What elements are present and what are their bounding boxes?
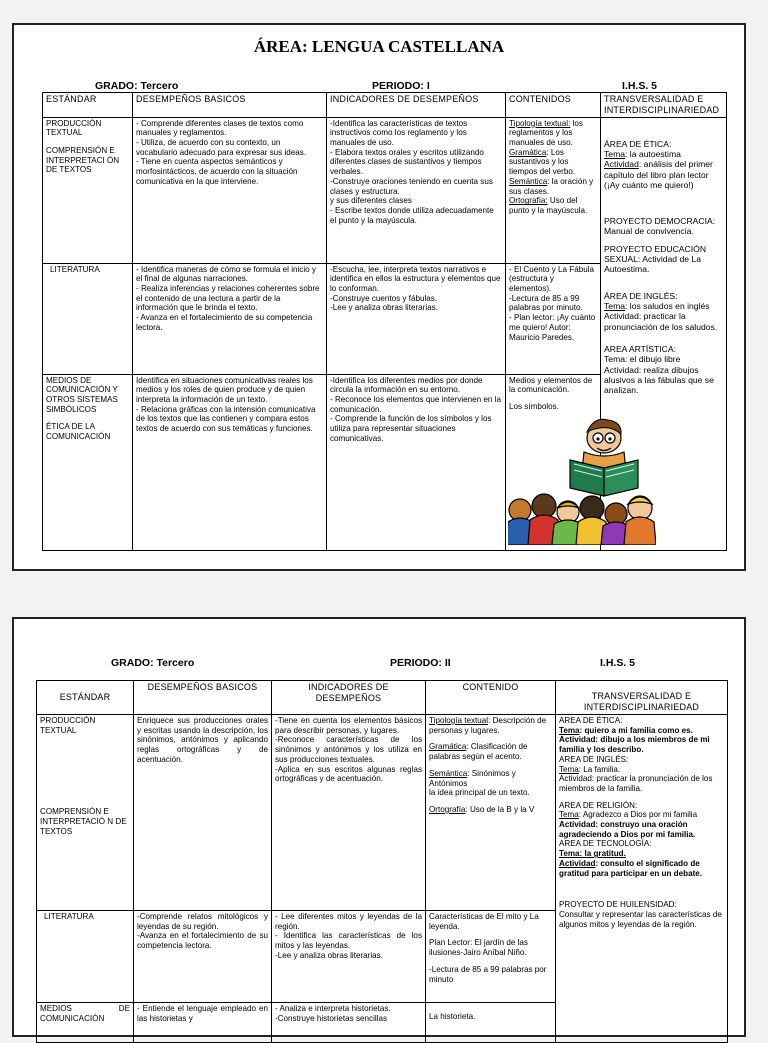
content-label: Ortografía: [509,196,548,206]
cell-line: - Relaciona gráficas con la intensión comunicativa de los textos que las contienen y compara estos textos de acuerdo con sus temáticas y funciones. [136,404,316,434]
page-title: ÁREA: LENGUA CASTELLANA [253,37,505,56]
cell-line: -Aplica en sus escritos algunas reglas ortográficas y de acentuación. [275,764,422,784]
ethics-activity-label: Actividad [604,159,639,170]
cell-line: Plan Lector: El jardín de las ilusiones-Jairo Aníbal Niño. [429,938,528,958]
cell-line: -Avanza en el fortalecimiento de su competencia lectora. [137,931,268,951]
cell-line: -Lectura de 85 a 99 palabras por minuto [429,964,547,984]
english-topic: : los saludos en inglés [625,301,710,312]
democracy-project: PROYECTO DEMOCRACIA: Manual de convivencia. [604,216,716,237]
contents-cell [506,117,601,263]
cell-line: Los símbolos. [509,402,559,411]
cell-line: y sus diferentes clases [330,196,412,206]
standard-cell [43,263,133,374]
cell-line: - Lee diferentes mitos y leyendas de la región. [275,912,422,931]
art-topic: Tema: el dibujo libre [604,354,681,365]
period-label: PERIODO: II [390,657,451,669]
transversality-cell [556,715,728,1043]
cell-line: - El Cuento y La Fábula (estructura y elementos). [509,264,595,293]
huilensidad-text: Consultar y representar las características de algunos mitos y leyendas de la región. [559,909,722,929]
cell-line: -Comprende relatos mitológicos y leyendas de su región. [137,912,268,931]
religion-topic-label: Tema [559,810,579,820]
english-activity: Actividad: practicar la pronunciación de los saludos. [604,311,718,332]
standard-cell [37,911,134,1003]
standard-text: PRODUCCIÓN TEXTUAL [40,716,96,735]
cell-line: - Reconoce los elementos que intervienen en la comunicación. [330,395,501,414]
curriculum-table-period-2 [36,680,728,1043]
header-indicadores: INDICADORES DE DESEMPEÑOS [327,93,506,118]
cell-line: - Analiza e interpreta historietas. [275,1004,391,1013]
header-contenido: CONTENIDO [426,681,556,715]
document-page-2 [12,617,746,1037]
content-label: Tipología textual: [509,118,571,128]
english-title: ÁREA DE INGLÉS: [604,290,678,301]
performance-cell [134,911,272,1003]
english-activity: Actividad: practicar la pronunciación de los miembros de la familia. [559,774,713,793]
header-indicadores: INDICADORES DE DESEMPEÑOS [272,681,426,715]
ethics-topic-label: Tema [604,148,626,159]
cell-line: - Realiza inferencias y relaciones coherentes sobre el contenido de una lectura a partir de la información que le brinda el texto. [136,284,320,313]
document-page-1 [12,23,746,571]
cell-line: - Comprende diferentes clases de textos como manuales y reglamentos. [136,118,304,138]
ethics-topic: : quiero a mi familia como es. [579,725,693,735]
indicators-cell [272,911,426,1003]
header-desempenos: DESEMPEÑOS BASICOS [133,93,327,118]
content-text: : Sinónimos y Antónimos [429,768,516,788]
standard-cell [37,715,134,911]
cell-line: - Plan lector: ¡Ay cuánto me quiero! Autor: Mauricio Paredes. [509,313,596,342]
content-label: Ortografía [429,804,466,814]
cell-line: -Tiene en cuenta los elementos básicos para describir personas, y lugares. [275,716,422,735]
grade-label: GRADO: Tercero [95,80,179,92]
cell-line: -Identifica las características de textos instructivos como los reglamento y los manuales de uso. [330,118,468,147]
cell-line: La historieta. [429,1012,476,1021]
cell-line: -Identifica los diferentes medios por donde circula la información en su entorno. [330,375,483,395]
performance-cell [133,263,327,374]
religion-topic: : Agradezco a Dios por mi familia [578,810,698,820]
cell-line: Enriquece sus producciones orales y escritas usando la descripción, los sinónimos, antónimos y aplicando reglas ortográficas y de acentuación. [137,716,268,764]
technology-topic: Tema: la gratitud. [559,849,626,859]
indicators-cell [327,117,506,263]
standard-text: ÉTICA DE LA COMUNICACIÓN [46,422,111,442]
cell-line: -Lee y analiza obras literarias. [275,950,383,960]
ethics-activity: Actividad: dibujo a los miembros de mi familia y los describo. [559,735,710,755]
header-desempenos: DESEMPEÑOS BASICOS [134,681,272,715]
header-transversalidad: TRANSVERSALIDAD E INTERDISCIPLINARIEDAD [556,681,728,715]
art-title: AREA ARTÍSTICA: [604,343,676,354]
hours-label: I.H.S. 5 [622,80,658,92]
contents-cell [426,1003,556,1043]
content-text: la idea principal de un texto. [429,788,530,798]
content-label: Semántica [509,176,548,186]
cell-line: -Construye oraciones teniendo en cuenta sus clases y estructura. [330,176,493,196]
performance-cell [134,715,272,911]
huilensidad-title: PROYECTO DE HUILENSIDAD: [559,900,677,910]
content-text: : Clasificación de palabras según el acento. [429,742,528,762]
cell-line: -Construye cuentos y fábulas. [330,293,438,303]
performance-cell [133,374,327,550]
hours-label: I.H.S. 5 [600,657,636,669]
content-text: : Descripción de personas y lugares. [429,716,547,735]
standard-text: LITERATURA [44,912,94,921]
cell-line: - Tiene en cuenta aspectos semánticos y morfosintácticos, de acuerdo con la situación comunicativa en la que interviene. [136,157,298,186]
content-text: los reglamentos y los manuales de uso. [509,118,583,147]
english-title: AREA DE INGLÉS: [559,754,629,764]
header-contenidos: CONTENIDOS [506,93,601,118]
performance-cell [134,1003,272,1043]
ethics-title: AREA DE ÉTICA: [559,716,623,725]
contents-cell [426,911,556,1003]
cell-line: -Construye historietas sencillas [275,1013,388,1023]
content-text: Uso del punto y la mayúscula. [509,196,588,215]
ethics-title: ÁREA DE ÉTICA: [604,138,672,149]
standard-text: COMPRENSIÓN E INTERPRETACIÓ N DE TEXTOS [40,807,127,836]
cell-line: - Utiliza, de acuerdo con su contexto, un vocabulario adecuado para expresar sus ideas. [136,138,307,157]
performance-cell [133,117,327,263]
period-label: PERIODO: I [372,80,430,92]
grade-label: GRADO: Tercero [111,657,195,669]
header-estandar: ESTÁNDAR [43,93,133,118]
cell-line: -Lee y analiza obras literarias. [330,303,438,313]
cell-line: -Escucha, lee, interpreta textos narrativos e identifica en ellos la estructura y elementos que lo conforman. [330,264,501,293]
table-row [37,715,728,911]
technology-activity: : consulto el significado de gratitud para participar en un debate. [559,858,703,878]
cell-line: - Avanza en el fortalecimiento de su competencia lectora. [136,313,313,332]
religion-title: AREA DE RELIGIÓN: [559,800,638,810]
standard-cell [43,117,133,263]
technology-activity-label: Actividad [559,858,596,868]
content-label: Tipología textual [429,716,489,725]
content-label: Gramática [429,742,467,752]
header-transversalidad: TRANSVERSALIDAD E INTERDISCIPLINARIEDAD [601,93,727,118]
cell-line: - Escribe textos donde utiliza adecuadamente el punto y la mayúscula. [330,205,494,225]
cell-line: -Reconoce características de los sinónimos y antónimos y los utiliza en sus producciones textuales. [275,735,422,764]
content-text: : la oración y sus clases. [509,176,594,196]
cell-line: Identifica en situaciones comunicativas reales los medios y los roles de quien produce y de quien interpreta la información de un texto. [136,375,313,404]
cell-line: Medios y elementos de la comunicación. [509,375,593,395]
cell-line: - Comprende la función de los símbolos y los utiliza para representar situaciones comunicativas. [330,414,492,443]
table-row [43,117,727,263]
standard-text: MEDIOS DE COMUNICACIÓN [40,1004,130,1023]
cell-line: - Identifica maneras de cómo se formula el inicio y el final de algunas narraciones. [136,264,316,284]
indicators-cell [272,715,426,911]
standard-text: COMPRENSIÓN E INTERPRETACI ÓN DE TEXTOS [46,146,120,175]
content-label: Gramática [509,147,547,157]
contents-cell [426,715,556,911]
ethics-topic-label: Tema [559,725,580,735]
religion-activity: Actividad: construyo una oración agradeciendo a Dios por mi familia. [559,820,696,839]
indicators-cell [327,374,506,550]
cell-line: Características de El mito y La leyenda. [429,912,539,931]
table-header-row [37,681,728,715]
standard-cell [43,374,133,550]
cell-line: - Entiende el lenguaje empleado en las historietas y [137,1004,268,1023]
content-text: : Uso de la B y la V [465,804,535,814]
teacher-reading-to-children-illustration [508,410,656,545]
art-activity: Actividad: realiza dibujos alusivos a las fábulas que se analizan. [604,364,714,396]
english-topic-label: Tema [559,764,579,774]
header-estandar: ESTÁNDAR [37,681,134,715]
indicators-cell [272,1003,426,1043]
standard-text: MEDIOS DE COMUNICACIÓN Y OTROS SISTEMAS SIMBÓLICOS [46,375,118,414]
technology-title: AREA DE TECNOLOGÍA: [559,839,652,849]
cell-line: -Lectura de 85 a 99 palabras por minuto. [509,293,583,313]
english-topic: : La familia. [578,764,621,774]
sex-education-project: PROYECTO EDUCACIÓN SEXUAL: Actividad de La Autoestima. [604,243,707,275]
contents-cell [506,263,601,374]
cell-line: - Identifica las características de los mitos y las leyendas. [275,931,422,951]
standard-text: LITERATURA [50,264,100,274]
english-topic-label: Tema [604,301,626,312]
standard-cell [37,1003,134,1043]
standard-text: PRODUCCIÓN TEXTUAL [46,118,102,138]
cell-line: - Elabora textos orales y escritos utilizando diferentes clases de sustantivos y tiempos verbales. [330,147,484,177]
content-text: : Los sustantivos y los tiempos del verbo. [509,147,576,177]
ethics-activity: : análisis del primer capítulo del libro plan lector (¡Ay cuánto me quiero!) [604,159,713,190]
indicators-cell [327,263,506,374]
table-header-row [43,93,727,118]
ethics-topic: : la autoestima [625,148,681,159]
content-label: Semántica [429,768,468,778]
